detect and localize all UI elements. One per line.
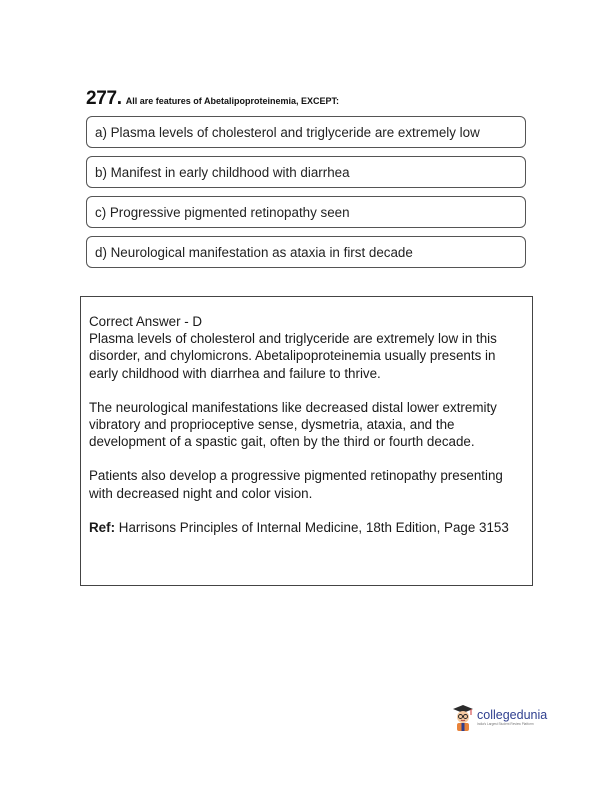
options-list xyxy=(86,116,526,276)
logo-tagline: India's Largest Student Review Platform xyxy=(477,722,534,726)
question-header xyxy=(86,88,526,110)
collegedunia-logo xyxy=(452,704,547,732)
question-text: All are features of Abetalipoproteinemia, EXCEPT: xyxy=(125,96,339,106)
logo-text xyxy=(477,709,547,727)
explanation-paragraph-3: Patients also develop a progressive pigmented retinopathy presenting with decreased night and color vision. xyxy=(89,468,503,501)
option-c[interactable]: c) Progressive pigmented retinopathy seen xyxy=(86,196,526,228)
explanation-paragraph-1: Plasma levels of cholesterol and triglyceride are extremely low in this disorder, and chylomicrons. Abetalipoproteinemia usually presents in early childhood with diarrhea and failure to thrive. xyxy=(89,331,497,381)
reference-text: Harrisons Principles of Internal Medicine, 18th Edition, Page 3153 xyxy=(118,519,509,535)
explanation-paragraph-2: The neurological manifestations like decreased distal lower extremity vibratory and proprioceptive sense, dysmetria, ataxia, and the development of a spastic gait, often by the third or fourth decade. xyxy=(89,399,497,450)
logo-name: collegedunia xyxy=(477,708,548,722)
option-b[interactable]: b) Manifest in early childhood with diarrhea xyxy=(86,156,526,188)
correct-answer-title: Correct Answer - D xyxy=(89,314,203,329)
option-d[interactable]: d) Neurological manifestation as ataxia in first decade xyxy=(86,236,526,268)
answer-explanation-box xyxy=(80,296,533,586)
mascot-icon xyxy=(452,704,474,732)
option-a[interactable]: a) Plasma levels of cholesterol and triglyceride are extremely low xyxy=(86,116,526,148)
reference xyxy=(89,519,524,536)
question-number: 277. xyxy=(86,88,122,109)
reference-label: Ref: xyxy=(89,519,116,535)
